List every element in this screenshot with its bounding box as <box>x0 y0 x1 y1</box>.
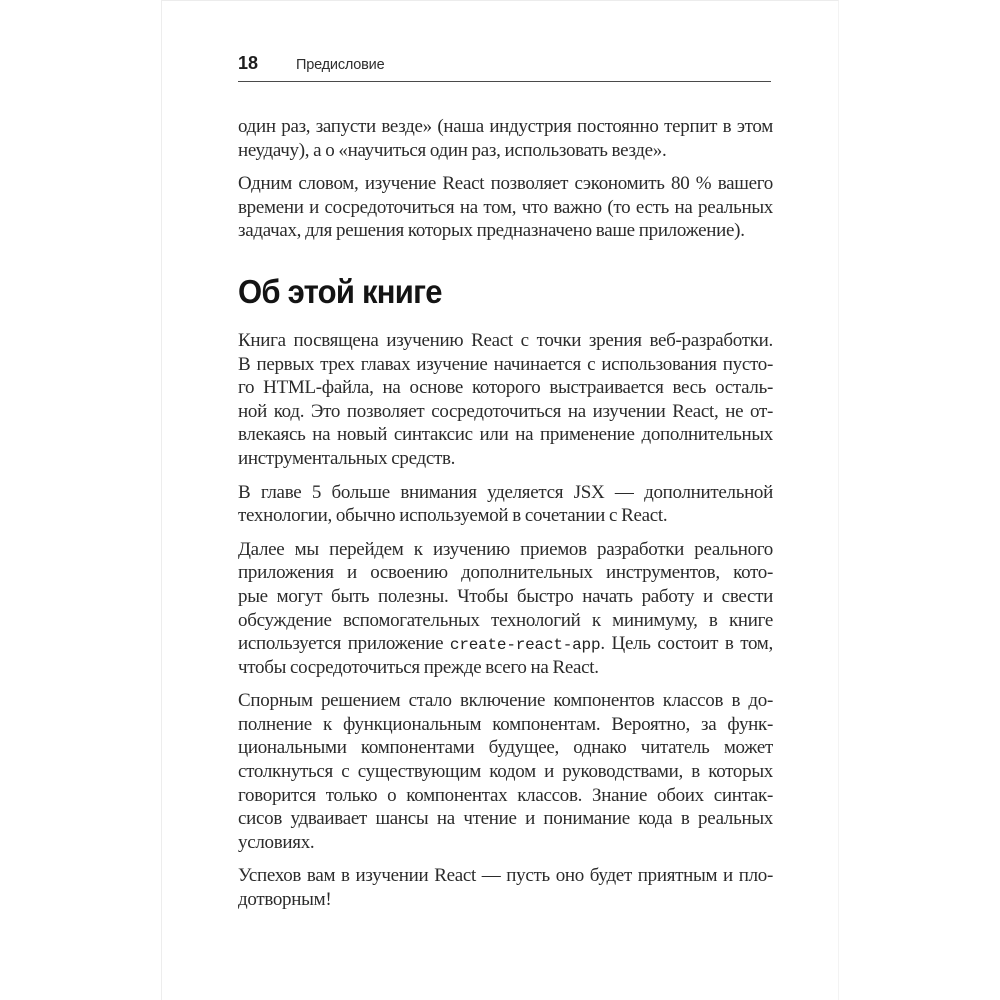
text-line: говорится только о компонентах классов. Знание обоих синтак- <box>238 784 773 806</box>
page-content <box>238 115 773 922</box>
running-chapter-title: Предисловие <box>296 57 385 73</box>
text-line: рые могут быть полезны. Чтобы быстро начать работу и свести <box>238 585 773 607</box>
text-segment: . Цель состоит в том, <box>600 633 773 655</box>
text-line: В первых трех главах изучение начинается с использования пусто- <box>238 353 773 375</box>
paragraph <box>238 538 773 680</box>
text-line: обсуждение вспомогательных технологий к минимуму, в книге <box>238 609 773 631</box>
text-line: времени и сосредоточиться на том, что важно (то есть на реальных <box>238 196 773 218</box>
text-line: влекаясь на новый синтаксис или на применение дополнительных <box>238 424 773 446</box>
text-line: столкнуться с существующим кодом и руководствами, в которых <box>238 761 773 783</box>
text-line: Успехов вам в изучении React — пусть оно будет приятным и пло- <box>238 865 773 887</box>
text-line: инструментальных средств. <box>238 447 456 469</box>
page-number: 18 <box>238 53 259 73</box>
paragraph <box>238 329 773 471</box>
text-line: условиях. <box>238 831 315 853</box>
text-line: го HTML-файла, на основе которого выстраивается весь осталь- <box>238 377 773 399</box>
text-line: чтобы сосредоточиться прежде всего на React. <box>238 656 599 678</box>
text-line: один раз, запусти везде» (наша индустрия постоянно терпит в этом <box>238 116 773 137</box>
text-line: ной код. Это позволяет сосредоточиться на изучении React, не от- <box>238 400 773 422</box>
paragraph <box>238 689 773 854</box>
text-line: полнение к функциональным компонентам. Вероятно, за функ- <box>238 713 773 735</box>
text-segment: используется приложение <box>238 633 450 655</box>
paragraph <box>238 172 773 243</box>
text-line <box>238 632 773 656</box>
text-line: приложения и освоению дополнительных инструментов, кото- <box>238 562 773 584</box>
text-line: Книга посвящена изучению React с точки зрения веб-разработки. <box>238 329 773 351</box>
text-line: циональными компонентами будущее, однако читатель может <box>238 737 773 759</box>
section-heading: Об этой книге <box>238 272 442 310</box>
text-line: неудачу), а о «научиться один раз, использовать везде». <box>238 139 667 161</box>
inline-code: create-react-app <box>449 636 601 655</box>
text-line: задачах, для решения которых предназначено ваше приложение). <box>238 220 745 242</box>
text-line: Далее мы перейдем к изучению приемов разработки реального <box>238 538 773 560</box>
paragraph <box>238 864 773 911</box>
text-line: дотворным! <box>238 889 332 911</box>
book-page <box>161 0 839 1000</box>
text-line: технологии, обычно используемой в сочетании с React. <box>238 505 668 527</box>
text-line: В главе 5 больше внимания уделяется JSX — дополнительной <box>238 481 773 503</box>
header-rule <box>238 81 771 82</box>
text-line: сисов удваивает шансы на чтение и понимание кода в реальных <box>238 808 773 830</box>
paragraph <box>238 481 773 528</box>
text-line: Спорным решением стало включение компонентов классов в до- <box>238 690 773 712</box>
running-header <box>238 53 771 74</box>
text-line: Одним словом, изучение React позволяет сэкономить 80 % вашего <box>238 173 773 195</box>
paragraph <box>238 115 773 162</box>
